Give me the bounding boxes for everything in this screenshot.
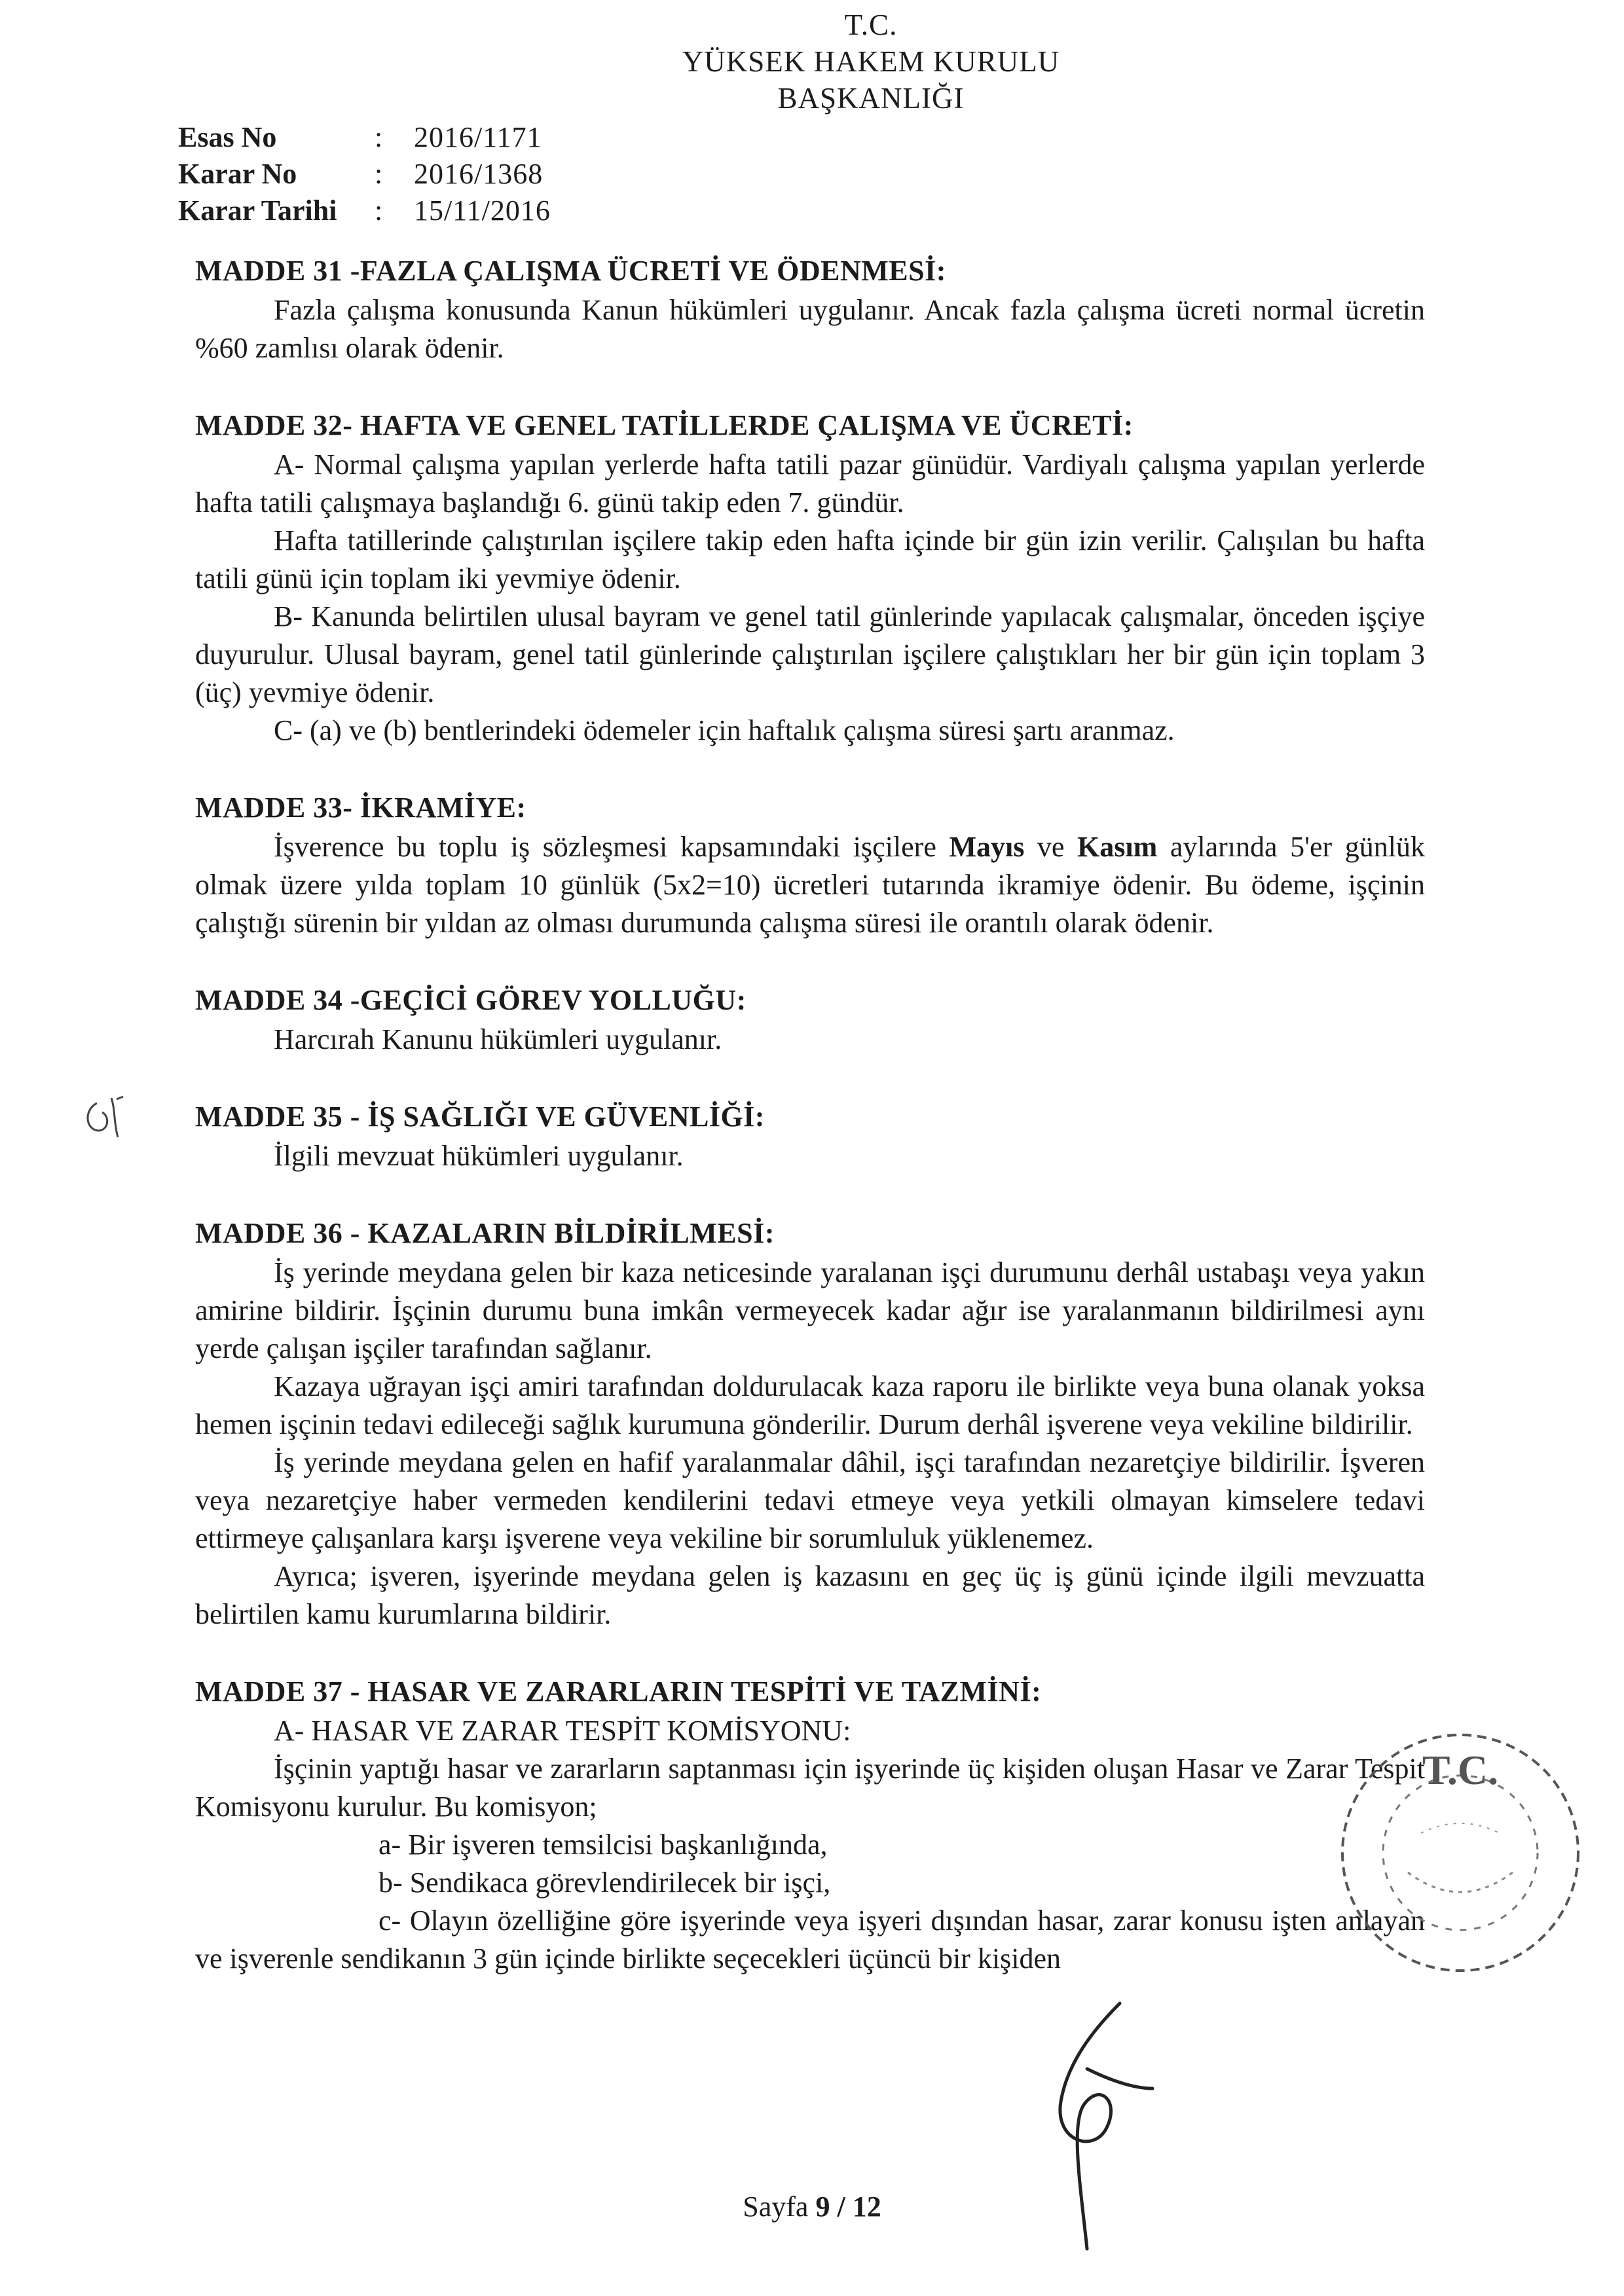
list-item: c- Olayın özelliğine göre işyerinde veya işyeri dışından hasar, zarar konusu işten anlayan ve işverenle sendikanın 3 gün içinde birlikte seçecekleri üçüncü bir kişiden	[195, 1904, 1425, 1975]
meta-label: Karar Tarihi	[178, 194, 337, 227]
meta-value: 15/11/2016	[414, 194, 551, 227]
document-header	[576, 7, 1166, 117]
paragraph	[195, 828, 1425, 942]
article-title: MADDE 33- İKRAMİYE:	[195, 792, 526, 824]
article-title: MADDE 34 -GEÇİCİ GÖREV YOLLUĞU:	[195, 984, 747, 1016]
text-run: ve	[1024, 831, 1078, 863]
text-run: İşverence bu toplu iş sözleşmesi kapsamındaki işçilere	[274, 831, 950, 863]
article-36	[195, 1214, 1425, 1633]
article-31	[195, 252, 1425, 367]
article-title: MADDE 35 - İŞ SAĞLIĞI VE GÜVENLİĞİ:	[195, 1101, 765, 1133]
paragraph: İlgili mevzuat hükümleri uygulanır.	[274, 1140, 684, 1172]
handwritten-signature	[1022, 1990, 1166, 2265]
case-metadata	[178, 119, 551, 229]
stamp-text: T.C.	[1422, 1747, 1499, 1793]
meta-separator: :	[375, 158, 383, 190]
meta-value: 2016/1171	[414, 121, 542, 153]
article-title: MADDE 32- HAFTA VE GENEL TATİLLERDE ÇALIŞMA VE ÜCRETİ:	[195, 409, 1134, 441]
paragraph: Hafta tatillerinde çalıştırılan işçilere takip eden hafta içinde bir gün izin verilir. Çalışılan bu hafta tatili günü için toplam iki yevmiye ödenir.	[195, 524, 1425, 594]
meta-value: 2016/1368	[414, 158, 544, 190]
list-item: a- Bir işveren temsilcisi başkanlığında,	[378, 1829, 828, 1861]
article-33	[195, 789, 1425, 942]
document-body	[195, 252, 1425, 2017]
paragraph: A- Normal çalışma yapılan yerlerde hafta tatili pazar günüdür. Vardiyalı çalışma yapılan yerlerde hafta tatili çalışmaya başlandığı 6. günü takip eden 7. gündür.	[195, 448, 1425, 519]
text-run: aylarında 5'er günlük olmak üzere yılda toplam 10 günlük (5x2=10) ücretleri tutarında ikramiye ödenir. Bu ödeme, işçinin çalıştığı sürenin bir yıldan az olması durumunda çalışma süresi ile orantılı olarak ödenir.	[195, 831, 1426, 939]
paragraph: Ayrıca; işveren, işyerinde meydana gelen iş kazasını en geç üç iş günü içinde ilgili mevzuatta belirtilen kamu kurumlarına bildirir.	[195, 1560, 1425, 1630]
article-37	[195, 1673, 1425, 1978]
article-title: MADDE 36 - KAZALARIN BİLDİRİLMESİ:	[195, 1217, 775, 1249]
article-32	[195, 407, 1425, 750]
paragraph: İşçinin yaptığı hasar ve zararların saptanması için işyerinde üç kişiden oluşan Hasar ve Zarar Tespit Komisyonu kurulur. Bu komisyon;	[195, 1753, 1425, 1823]
meta-label: Karar No	[178, 158, 297, 190]
meta-separator: :	[375, 121, 383, 153]
article-title: MADDE 31 -FAZLA ÇALIŞMA ÜCRETİ VE ÖDENMESİ:	[195, 255, 946, 287]
month-november: Kasım	[1077, 831, 1158, 863]
paragraph: İş yerinde meydana gelen bir kaza neticesinde yaralanan işçi durumunu derhâl ustabaşı veya yakın amirine bildirir. İşçinin durumu buna imkân vermeyecek kadar ağır ise yaralanmanın bildirilmesi aynı yerde çalışan işçiler tarafından sağlanır.	[195, 1256, 1425, 1364]
header-institution: YÜKSEK HAKEM KURULU	[682, 45, 1060, 78]
month-may: Mayıs	[949, 831, 1025, 863]
paragraph: İş yerinde meydana gelen en hafif yaralanmalar dâhil, işçi tarafından nezaretçiye bildirilir. İşveren veya nezaretçiye haber vermeden kendilerini tedavi etmeye veya yetkili olmayan kimselere tedavi ettirmeye çalışanlara karşı işverene veya vekiline bir sorumluluk yüklenemez.	[195, 1446, 1425, 1554]
meta-row-esas	[178, 119, 551, 156]
list-item: b- Sendikaca görevlendirilecek bir işçi,	[378, 1867, 831, 1899]
meta-separator: :	[375, 194, 383, 227]
article-34	[195, 981, 1425, 1059]
page-footer	[0, 2190, 1624, 2223]
meta-label: Esas No	[178, 121, 277, 153]
paragraph: B- Kanunda belirtilen ulusal bayram ve genel tatil günlerinde yapılacak çalışmalar, önceden işçiye duyurulur. Ulusal bayram, genel tatil günlerinde çalıştırılan işçilere çalıştıkları her bir gün için toplam 3 (üç) yevmiye ödenir.	[195, 600, 1425, 708]
article-35	[195, 1098, 1425, 1175]
margin-initial-mark	[77, 1090, 130, 1149]
header-presidency: BAŞKANLIĞI	[777, 82, 965, 115]
paragraph: Harcırah Kanunu hükümleri uygulanır.	[274, 1023, 722, 1055]
meta-row-tarih	[178, 192, 551, 229]
official-seal-stamp	[1329, 1722, 1591, 1984]
article-title: MADDE 37 - HASAR VE ZARARLARIN TESPİTİ VE TAZMİNİ:	[195, 1675, 1042, 1707]
paragraph: Fazla çalışma konusunda Kanun hükümleri uygulanır. Ancak fazla çalışma ücreti normal ücretin %60 zamlısı olarak ödenir.	[195, 294, 1425, 364]
meta-row-karar	[178, 156, 551, 192]
footer-page-prefix: Sayfa	[743, 2191, 816, 2223]
paragraph: C- (a) ve (b) bentlerindeki ödemeler için haftalık çalışma süresi şartı aranmaz.	[274, 714, 1175, 746]
footer-page-number: 9 / 12	[815, 2191, 881, 2223]
header-tc: T.C.	[844, 9, 898, 41]
paragraph: Kazaya uğrayan işçi amiri tarafından doldurulacak kaza raporu ile birlikte veya buna olanak yoksa hemen işçinin tedavi edileceği sağlık kurumuna gönderilir. Durum derhâl işverene veya vekiline bildirilir.	[195, 1370, 1425, 1440]
subsection-title: A- HASAR VE ZARAR TESPİT KOMİSYONU:	[274, 1715, 851, 1747]
